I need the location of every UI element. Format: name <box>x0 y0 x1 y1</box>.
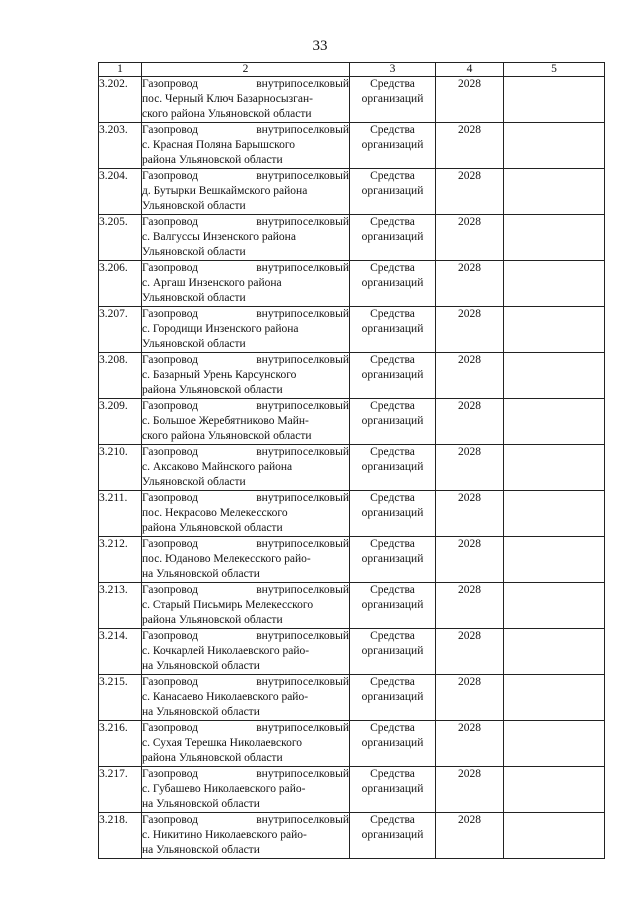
item-name-line: Газопровод внутрипоселковый <box>142 354 349 366</box>
year-cell: 2028 <box>436 629 504 675</box>
item-number-cell: 3.203. <box>99 123 142 169</box>
funding-source-line: организаций <box>361 369 424 381</box>
item-name-line: района Ульяновской области <box>142 752 283 764</box>
funding-source-cell <box>350 353 436 399</box>
item-name-line: пос. Некрасово Мелекесского <box>142 507 288 519</box>
item-name-line: с. Городищи Инзенского района <box>142 323 299 335</box>
item-name-line: Ульяновской области <box>142 338 246 350</box>
item-number-cell: 3.202. <box>99 77 142 123</box>
column-5-cell <box>504 77 605 123</box>
item-name-line: с. Аксаково Майнского района <box>142 461 293 473</box>
funding-source-cell <box>350 675 436 721</box>
item-number-cell: 3.208. <box>99 353 142 399</box>
item-name-line: Газопровод внутрипоселковый <box>142 722 349 734</box>
item-number-cell: 3.211. <box>99 491 142 537</box>
item-name-line: Газопровод внутрипоселковый <box>142 584 349 596</box>
funding-source-cell <box>350 215 436 261</box>
item-name-line: д. Бутырки Вешкаймского района <box>142 185 308 197</box>
item-name-cell <box>142 169 350 215</box>
header-col-4: 4 <box>436 63 504 77</box>
item-number-cell: 3.215. <box>99 675 142 721</box>
item-name-line: ского района Ульяновской области <box>142 108 312 120</box>
item-name-line: с. Валгуссы Инзенского района <box>142 231 296 243</box>
year-cell: 2028 <box>436 767 504 813</box>
year-cell: 2028 <box>436 583 504 629</box>
table-row <box>99 307 605 353</box>
item-name-line: Газопровод внутрипоселковый <box>142 78 349 90</box>
item-name-line: с. Базарный Урень Карсунского <box>142 369 297 381</box>
funding-source-line: организаций <box>361 323 424 335</box>
funding-source-line: организаций <box>361 507 424 519</box>
item-name-cell <box>142 675 350 721</box>
funding-source-line: Средства <box>370 124 415 136</box>
funding-source-line: Средства <box>370 262 415 274</box>
funding-source-line: организаций <box>361 185 424 197</box>
item-name-line: Ульяновской области <box>142 476 246 488</box>
item-name-cell <box>142 307 350 353</box>
item-number-cell: 3.206. <box>99 261 142 307</box>
table-row <box>99 261 605 307</box>
item-number-cell: 3.218. <box>99 813 142 859</box>
funding-source-line: организаций <box>361 737 424 749</box>
funding-source-cell <box>350 813 436 859</box>
item-name-line: с. Канасаево Николаевского райо- <box>142 691 309 703</box>
funding-source-cell <box>350 169 436 215</box>
funding-source-line: Средства <box>370 768 415 780</box>
funding-source-line: Средства <box>370 492 415 504</box>
column-5-cell <box>504 399 605 445</box>
item-name-cell <box>142 445 350 491</box>
item-name-line: с. Аргаш Инзенского района <box>142 277 282 289</box>
year-cell: 2028 <box>436 813 504 859</box>
year-cell: 2028 <box>436 123 504 169</box>
table-row <box>99 77 605 123</box>
item-name-cell <box>142 767 350 813</box>
item-number-cell: 3.216. <box>99 721 142 767</box>
column-5-cell <box>504 721 605 767</box>
table-row <box>99 399 605 445</box>
item-name-line: Газопровод внутрипоселковый <box>142 768 349 780</box>
column-5-cell <box>504 353 605 399</box>
item-name-line: Газопровод внутрипоселковый <box>142 400 349 412</box>
item-name-cell <box>142 537 350 583</box>
item-name-line: пос. Черный Ключ Базарносызган- <box>142 93 313 105</box>
funding-source-line: Средства <box>370 170 415 182</box>
table-row <box>99 583 605 629</box>
table-row <box>99 215 605 261</box>
table-row <box>99 123 605 169</box>
funding-source-line: организаций <box>361 277 424 289</box>
item-name-cell <box>142 215 350 261</box>
column-5-cell <box>504 767 605 813</box>
item-name-line: на Ульяновской области <box>142 660 260 672</box>
column-5-cell <box>504 215 605 261</box>
item-name-cell <box>142 123 350 169</box>
funding-source-cell <box>350 399 436 445</box>
item-name-line: района Ульяновской области <box>142 154 283 166</box>
item-name-cell <box>142 353 350 399</box>
funding-source-line: организаций <box>361 415 424 427</box>
item-name-line: района Ульяновской области <box>142 522 283 534</box>
funding-source-line: Средства <box>370 446 415 458</box>
year-cell: 2028 <box>436 77 504 123</box>
item-name-line: с. Старый Письмирь Мелекесского <box>142 599 314 611</box>
item-number-cell: 3.214. <box>99 629 142 675</box>
item-name-line: с. Красная Поляна Барышского <box>142 139 296 151</box>
year-cell: 2028 <box>436 215 504 261</box>
funding-source-cell <box>350 123 436 169</box>
funding-source-line: организаций <box>361 829 424 841</box>
table-row <box>99 169 605 215</box>
column-5-cell <box>504 813 605 859</box>
column-5-cell <box>504 169 605 215</box>
table-row <box>99 353 605 399</box>
column-5-cell <box>504 675 605 721</box>
item-name-line: Ульяновской области <box>142 292 246 304</box>
table-row <box>99 721 605 767</box>
item-name-cell <box>142 629 350 675</box>
item-name-line: ского района Ульяновской области <box>142 430 312 442</box>
funding-source-line: организаций <box>361 231 424 243</box>
year-cell: 2028 <box>436 353 504 399</box>
header-col-3: 3 <box>350 63 436 77</box>
item-name-line: Газопровод внутрипоселковый <box>142 216 349 228</box>
funding-source-cell <box>350 307 436 353</box>
item-number-cell: 3.209. <box>99 399 142 445</box>
item-number-cell: 3.210. <box>99 445 142 491</box>
item-name-line: района Ульяновской области <box>142 384 283 396</box>
table-body <box>99 77 605 859</box>
year-cell: 2028 <box>436 491 504 537</box>
page-number: 33 <box>312 38 328 54</box>
funding-source-line: Средства <box>370 584 415 596</box>
funding-source-cell <box>350 629 436 675</box>
item-name-line: с. Губашево Николаевского райо- <box>142 783 306 795</box>
item-name-line: района Ульяновской области <box>142 614 283 626</box>
item-name-line: пос. Юданово Мелекесского райо- <box>142 553 311 565</box>
item-name-line: Газопровод внутрипоселковый <box>142 446 349 458</box>
header-col-5: 5 <box>504 63 605 77</box>
item-name-line: Газопровод внутрипоселковый <box>142 538 349 550</box>
item-name-line: Ульяновской области <box>142 246 246 258</box>
item-name-line: с. Кочкарлей Николаевского райо- <box>142 645 310 657</box>
item-name-line: на Ульяновской области <box>142 706 260 718</box>
funding-source-line: организаций <box>361 461 424 473</box>
header-col-2: 2 <box>142 63 350 77</box>
item-name-cell <box>142 813 350 859</box>
column-5-cell <box>504 307 605 353</box>
table-row <box>99 813 605 859</box>
item-name-cell <box>142 721 350 767</box>
funding-source-line: Средства <box>370 538 415 550</box>
item-name-line: Газопровод внутрипоселковый <box>142 814 349 826</box>
column-5-cell <box>504 261 605 307</box>
item-name-line: Ульяновской области <box>142 200 246 212</box>
year-cell: 2028 <box>436 307 504 353</box>
column-5-cell <box>504 123 605 169</box>
funding-source-line: организаций <box>361 691 424 703</box>
item-name-line: Газопровод внутрипоселковый <box>142 308 349 320</box>
funding-source-line: Средства <box>370 354 415 366</box>
funding-source-cell <box>350 583 436 629</box>
column-5-cell <box>504 445 605 491</box>
table-row <box>99 491 605 537</box>
item-name-line: с. Никитино Николаевского райо- <box>142 829 307 841</box>
funding-source-line: организаций <box>361 553 424 565</box>
program-table <box>98 62 605 859</box>
item-number-cell: 3.205. <box>99 215 142 261</box>
item-name-cell <box>142 583 350 629</box>
column-5-cell <box>504 629 605 675</box>
item-name-cell <box>142 261 350 307</box>
funding-source-line: Средства <box>370 400 415 412</box>
item-name-cell <box>142 491 350 537</box>
table-row <box>99 675 605 721</box>
funding-source-cell <box>350 261 436 307</box>
funding-source-cell <box>350 537 436 583</box>
funding-source-line: Средства <box>370 78 415 90</box>
item-name-cell <box>142 77 350 123</box>
item-number-cell: 3.212. <box>99 537 142 583</box>
item-name-line: Газопровод внутрипоселковый <box>142 492 349 504</box>
item-number-cell: 3.207. <box>99 307 142 353</box>
funding-source-line: организаций <box>361 783 424 795</box>
funding-source-line: организаций <box>361 599 424 611</box>
item-name-line: с. Сухая Терешка Николаевского <box>142 737 303 749</box>
funding-source-cell <box>350 445 436 491</box>
table-row <box>99 445 605 491</box>
funding-source-cell <box>350 491 436 537</box>
funding-source-line: Средства <box>370 814 415 826</box>
item-name-line: Газопровод внутрипоселковый <box>142 170 349 182</box>
year-cell: 2028 <box>436 261 504 307</box>
year-cell: 2028 <box>436 721 504 767</box>
year-cell: 2028 <box>436 445 504 491</box>
year-cell: 2028 <box>436 537 504 583</box>
funding-source-line: Средства <box>370 630 415 642</box>
column-5-cell <box>504 583 605 629</box>
funding-source-line: Средства <box>370 308 415 320</box>
item-name-line: Газопровод внутрипоселковый <box>142 676 349 688</box>
item-name-line: на Ульяновской области <box>142 844 260 856</box>
item-name-line: с. Большое Жеребятниково Майн- <box>142 415 309 427</box>
year-cell: 2028 <box>436 675 504 721</box>
funding-source-line: организаций <box>361 645 424 657</box>
funding-source-line: Средства <box>370 676 415 688</box>
item-number-cell: 3.213. <box>99 583 142 629</box>
header-col-1: 1 <box>99 63 142 77</box>
funding-source-cell <box>350 721 436 767</box>
funding-source-line: организаций <box>361 93 424 105</box>
table-header-row <box>99 63 605 77</box>
table-row <box>99 767 605 813</box>
item-name-cell <box>142 399 350 445</box>
funding-source-cell <box>350 77 436 123</box>
funding-source-line: Средства <box>370 722 415 734</box>
item-name-line: на Ульяновской области <box>142 568 260 580</box>
funding-source-cell <box>350 767 436 813</box>
item-name-line: Газопровод внутрипоселковый <box>142 124 349 136</box>
funding-source-line: организаций <box>361 139 424 151</box>
item-name-line: Газопровод внутрипоселковый <box>142 630 349 642</box>
table-row <box>99 537 605 583</box>
table-row <box>99 629 605 675</box>
year-cell: 2028 <box>436 399 504 445</box>
item-name-line: Газопровод внутрипоселковый <box>142 262 349 274</box>
funding-source-line: Средства <box>370 216 415 228</box>
year-cell: 2028 <box>436 169 504 215</box>
item-number-cell: 3.217. <box>99 767 142 813</box>
column-5-cell <box>504 491 605 537</box>
item-name-line: на Ульяновской области <box>142 798 260 810</box>
item-number-cell: 3.204. <box>99 169 142 215</box>
column-5-cell <box>504 537 605 583</box>
